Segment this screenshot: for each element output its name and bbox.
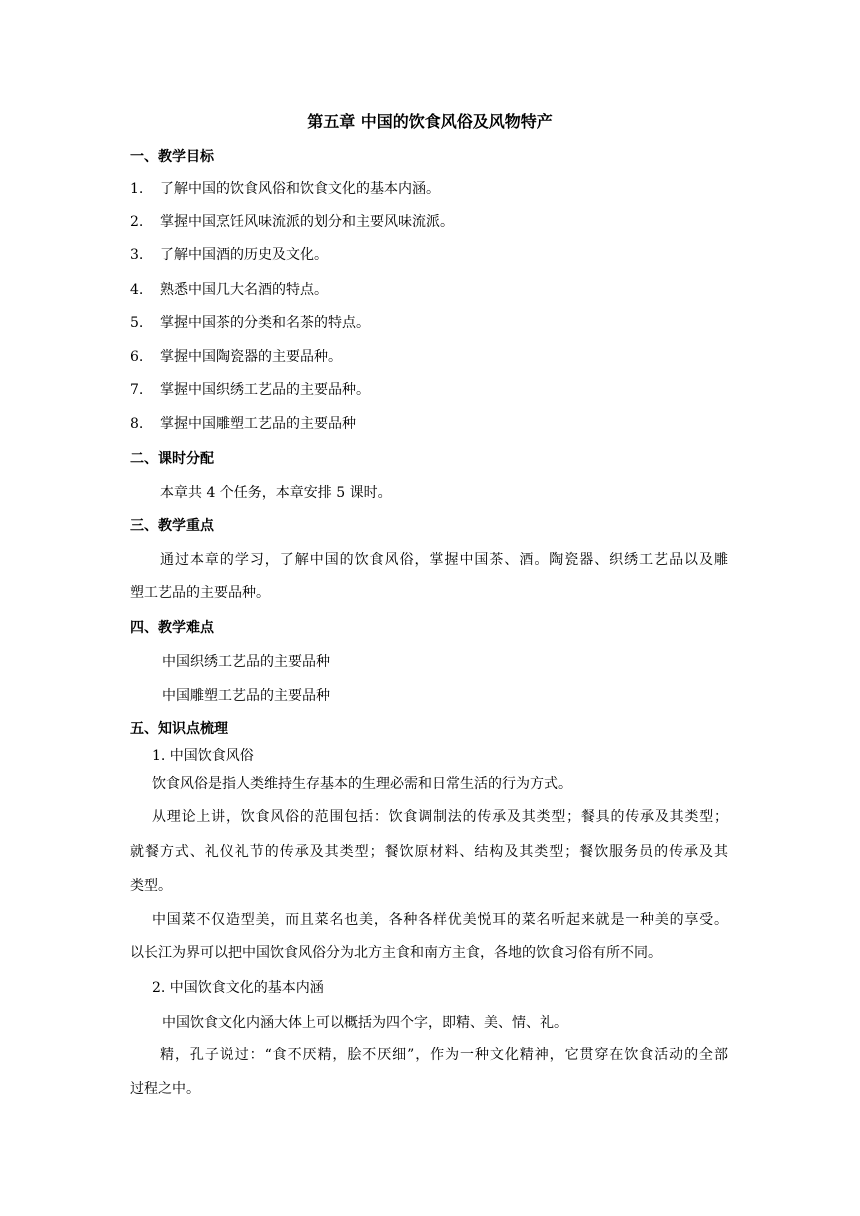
hours-text: 本章共 4 个任务，本章安排 5 课时。 — [160, 485, 392, 501]
objective-item — [130, 348, 342, 366]
paragraph-text: 就餐方式、礼仪礼节的传承及其类型；餐饮原材料、结构及其类型；餐饮服务员的传承及其 — [130, 844, 728, 860]
subheading-dietary-customs: 1. 中国饮食风俗 — [152, 748, 254, 764]
objective-item — [130, 281, 328, 299]
difficulty-item: 中国织绣工艺品的主要品种 — [162, 654, 330, 670]
objective-number: 5. — [130, 315, 144, 331]
section-heading-difficulties: 四、教学难点 — [130, 620, 214, 636]
objective-number: 7. — [130, 382, 144, 398]
objective-number: 8. — [130, 416, 144, 432]
objective-item — [130, 381, 370, 399]
objective-item — [130, 180, 440, 198]
objective-text: 掌握中国织绣工艺品的主要品种。 — [160, 382, 370, 398]
objective-item — [130, 314, 370, 332]
paragraph-text: 以长江为界可以把中国饮食风俗分为北方主食和南方主食，各地的饮食习俗有所不同。 — [130, 945, 662, 961]
section-heading-knowledge: 五、知识点梳理 — [130, 721, 228, 737]
paragraph-text: 中国菜不仅造型美，而且菜名也美，各种各样优美悦耳的菜名听起来就是一种美的享受。 — [152, 912, 728, 928]
objective-number: 3. — [130, 247, 144, 263]
objective-number: 2. — [130, 214, 144, 230]
paragraph-text: 从理论上讲，饮食风俗的范围包括：饮食调制法的传承及其类型；餐具的传承及其类型； — [152, 809, 728, 825]
objective-number: 4. — [130, 282, 144, 298]
objective-item — [130, 415, 356, 433]
objective-number: 6. — [130, 349, 144, 365]
section-heading-objectives: 一、教学目标 — [130, 149, 214, 165]
objective-number: 1. — [130, 181, 144, 197]
objective-text: 掌握中国烹饪风味流派的划分和主要风味流派。 — [160, 214, 454, 230]
key-points-line: 通过本章的学习，了解中国的饮食风俗，掌握中国茶、酒。陶瓷器、织绣工艺品以及雕 — [160, 552, 728, 568]
section-heading-hours: 二、课时分配 — [130, 451, 214, 467]
paragraph-text: 中国饮食文化内涵大体上可以概括为四个字，即精、美、情、礼。 — [162, 1015, 568, 1031]
objective-item — [130, 246, 328, 264]
paragraph-text: 精，孔子说过：“食不厌精，脍不厌细”，作为一种文化精神，它贯穿在饮食活动的全部 — [160, 1047, 728, 1063]
objective-text: 了解中国的饮食风俗和饮食文化的基本内涵。 — [160, 181, 440, 197]
subheading-food-culture: 2. 中国饮食文化的基本内涵 — [152, 980, 324, 996]
key-points-line: 塑工艺品的主要品种。 — [130, 585, 270, 601]
chapter-title: 第五章 中国的饮食风俗及风物特产 — [307, 112, 553, 131]
difficulty-item: 中国雕塑工艺品的主要品种 — [162, 688, 330, 704]
paragraph-text: 饮食风俗是指人类维持生存基本的生理必需和日常生活的行为方式。 — [152, 776, 572, 792]
section-heading-key-points: 三、教学重点 — [130, 518, 214, 534]
objective-item — [130, 213, 454, 231]
objective-text: 掌握中国陶瓷器的主要品种。 — [160, 349, 342, 365]
objective-text: 了解中国酒的历史及文化。 — [160, 247, 328, 263]
objective-text: 熟悉中国几大名酒的特点。 — [160, 282, 328, 298]
paragraph-text: 类型。 — [130, 878, 172, 894]
objective-text: 掌握中国雕塑工艺品的主要品种 — [160, 416, 356, 432]
objective-text: 掌握中国茶的分类和名茶的特点。 — [160, 315, 370, 331]
paragraph-text: 过程之中。 — [130, 1081, 200, 1097]
